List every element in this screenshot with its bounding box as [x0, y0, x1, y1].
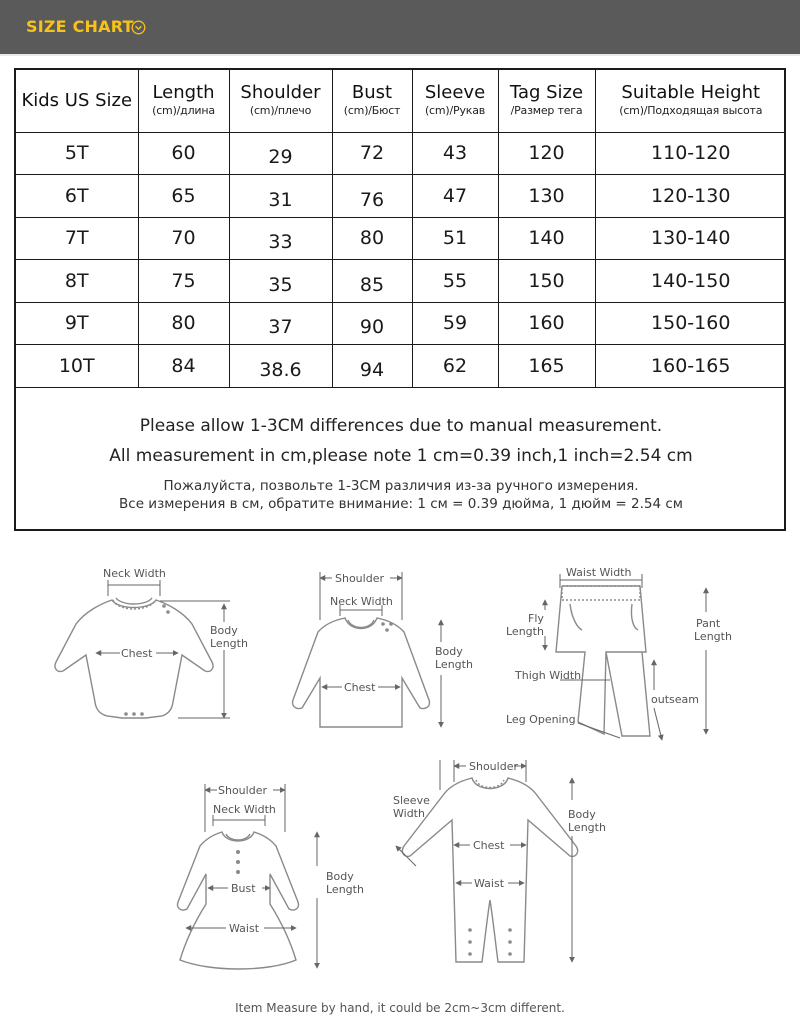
- note-english-units: All measurement in cm,please note 1 cm=0.39 inch,1 inch=2.54 cm: [109, 446, 693, 466]
- table-cell: 120: [498, 132, 595, 175]
- romper-body-label-1: Body: [568, 808, 596, 821]
- table-cell: 90: [332, 302, 412, 345]
- dress-neck-label: Neck Width: [213, 803, 276, 816]
- chevron-circle-down-icon: [131, 20, 146, 35]
- pants-thigh-label: Thigh Width: [515, 669, 582, 682]
- note-russian-difference: Пожалуйста, позвольте 1-3CM различия из-за ручного измерения.: [163, 478, 639, 494]
- col-header-shoulder: Shoulder (cm)/плечо: [229, 70, 332, 132]
- bodysuit-body-label-2: Length: [210, 637, 248, 650]
- romper-shoulder-label: Shoulder: [469, 760, 518, 773]
- col-header-bust: Bust (cm)/Бюст: [332, 70, 412, 132]
- table-cell: 76: [332, 175, 412, 218]
- shirt-outline: [293, 618, 430, 727]
- table-cell: 33: [229, 217, 332, 260]
- table-cell: 120-130: [595, 175, 786, 218]
- table-cell: 80: [138, 302, 229, 345]
- table-cell: 43: [412, 132, 498, 175]
- table-row: [16, 345, 786, 388]
- note-russian-units: Все измерения в см, обратите внимание: 1 см = 0.39 дюйма, 1 дюйм = 2.54 см: [119, 496, 683, 512]
- table-cell: 140: [498, 217, 595, 260]
- size-chart-table: [16, 70, 786, 388]
- shirt-diagram: [293, 618, 430, 727]
- table-cell: 150-160: [595, 302, 786, 345]
- table-cell: 130: [498, 175, 595, 218]
- diagrams-svg: [0, 555, 800, 1000]
- romper-waist-label: Waist: [474, 877, 505, 890]
- table-cell: 59: [412, 302, 498, 345]
- pants-outseam-label: outseam: [651, 693, 699, 706]
- dress-shoulder-label: Shoulder: [218, 784, 267, 797]
- romper-sleeve-label-2: Width: [393, 807, 425, 820]
- dress-body-label-1: Body: [326, 870, 354, 883]
- romper-body-label-2: Length: [568, 821, 606, 834]
- footer-note: Item Measure by hand, it could be 2cm~3cm different.: [235, 1001, 565, 1015]
- table-cell: 7T: [16, 217, 138, 260]
- table-cell: 130-140: [595, 217, 786, 260]
- dress-body-label-2: Length: [326, 883, 364, 896]
- pants-leg-label: Leg Opening: [506, 713, 576, 726]
- table-cell: 5T: [16, 132, 138, 175]
- table-cell: 31: [229, 175, 332, 218]
- col-header-size: Kids US Size: [16, 70, 138, 132]
- shirt-shoulder-label: Shoulder: [335, 572, 384, 585]
- bodysuit-chest-label: Chest: [121, 647, 153, 660]
- col-header-tag-size: Tag Size /Размер тега: [498, 70, 595, 132]
- shirt-body-label-1: Body: [435, 645, 463, 658]
- note-english-difference: Please allow 1-3CM differences due to manual measurement.: [139, 416, 663, 436]
- table-cell: 37: [229, 302, 332, 345]
- table-cell: 75: [138, 260, 229, 303]
- table-cell: 29: [229, 132, 332, 175]
- table-header-row: [16, 70, 786, 132]
- romper-chest-label: Chest: [473, 839, 505, 852]
- col-header-sleeve: Sleeve (cm)/Рукав: [412, 70, 498, 132]
- table-cell: 160-165: [595, 345, 786, 388]
- table-cell: 150: [498, 260, 595, 303]
- bodysuit-body-label-1: Body: [210, 624, 238, 637]
- table-cell: 160: [498, 302, 595, 345]
- dress-diagram: [178, 832, 299, 969]
- table-cell: 38.6: [229, 345, 332, 388]
- table-cell: 84: [138, 345, 229, 388]
- pants-pant-label-1: Pant: [696, 617, 721, 630]
- table-cell: 60: [138, 132, 229, 175]
- shirt-chest-label: Chest: [344, 681, 376, 694]
- col-header-suitable-height: Suitable Height (cm)/Подходящая высота: [595, 70, 786, 132]
- pants-pant-label-2: Length: [694, 630, 732, 643]
- table-cell: 6T: [16, 175, 138, 218]
- table-cell: 94: [332, 345, 412, 388]
- pants-fly-label-1: Fly: [528, 612, 544, 625]
- dress-waist-label: Waist: [229, 922, 260, 935]
- table-cell: 62: [412, 345, 498, 388]
- table-cell: 9T: [16, 302, 138, 345]
- table-row: [16, 302, 786, 345]
- shirt-neck-label: Neck Width: [330, 595, 393, 608]
- table-row: [16, 132, 786, 175]
- table-cell: 80: [332, 217, 412, 260]
- size-chart-title: SIZE CHART: [26, 17, 134, 36]
- header-bar: [0, 0, 800, 56]
- table-cell: 10T: [16, 345, 138, 388]
- table-cell: 70: [138, 217, 229, 260]
- table-cell: 85: [332, 260, 412, 303]
- measurement-diagrams: [0, 555, 800, 1000]
- table-row: [16, 217, 786, 260]
- dress-bust-label: Bust: [231, 882, 256, 895]
- table-cell: 51: [412, 217, 498, 260]
- pants-waist-label: Waist Width: [566, 566, 632, 579]
- table-cell: 72: [332, 132, 412, 175]
- romper-sleeve-label-1: Sleeve: [393, 794, 430, 807]
- table-cell: 65: [138, 175, 229, 218]
- table-row: [16, 260, 786, 303]
- table-cell: 47: [412, 175, 498, 218]
- table-row: [16, 175, 786, 218]
- pants-fly-label-2: Length: [506, 625, 544, 638]
- bodysuit-neck-label: Neck Width: [103, 567, 166, 580]
- table-cell: 35: [229, 260, 332, 303]
- table-cell: 165: [498, 345, 595, 388]
- measurement-notes: [16, 396, 786, 531]
- col-header-length: Length (cm)/длина: [138, 70, 229, 132]
- table-cell: 140-150: [595, 260, 786, 303]
- size-table: [14, 68, 786, 531]
- shirt-body-label-2: Length: [435, 658, 473, 671]
- table-cell: 8T: [16, 260, 138, 303]
- romper-arrows: [396, 760, 572, 962]
- table-cell: 55: [412, 260, 498, 303]
- table-cell: 110-120: [595, 132, 786, 175]
